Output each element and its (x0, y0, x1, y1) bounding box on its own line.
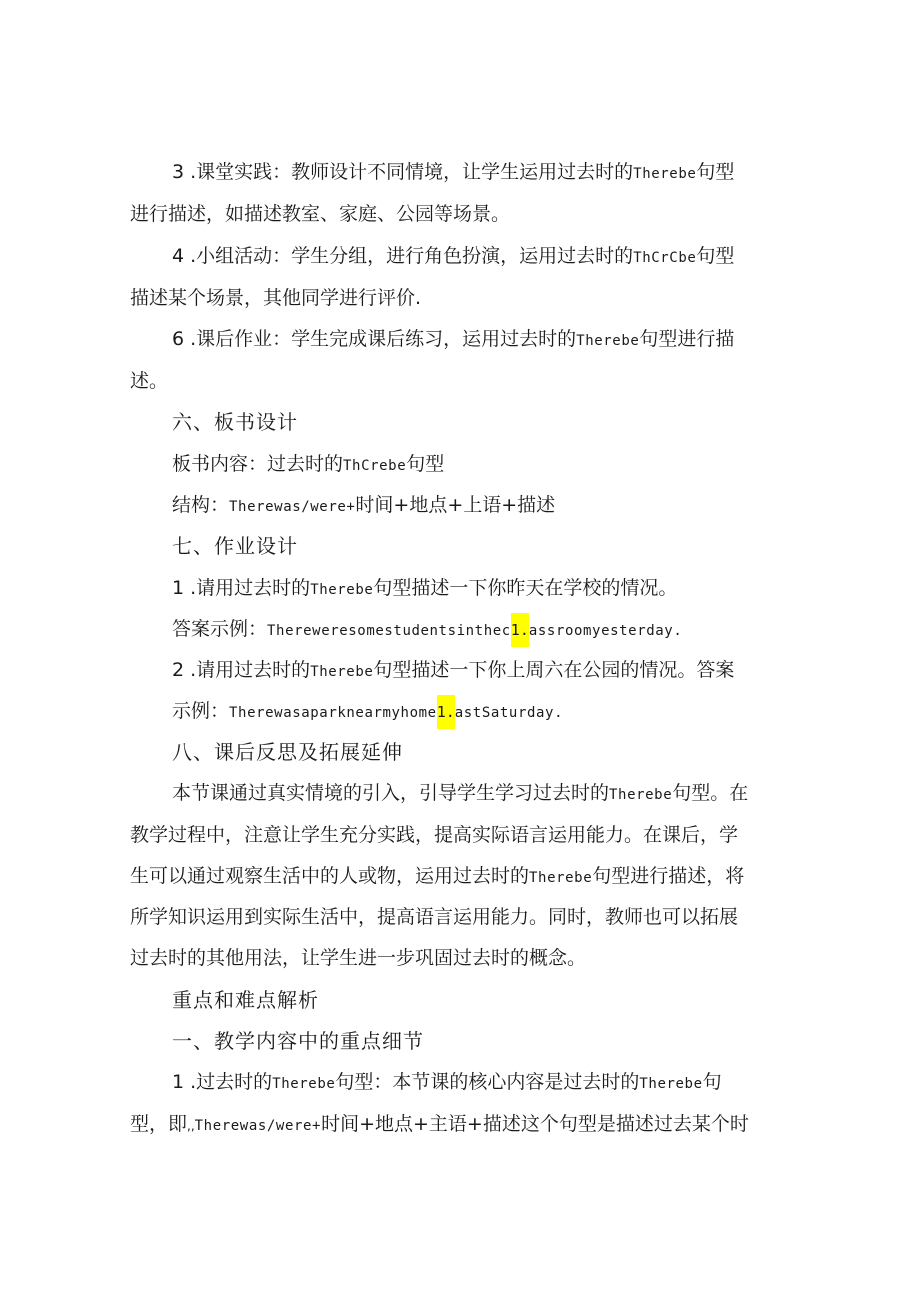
reflection-paragraph-line: 过去时的其他用法，让学生进一步巩固过去时的概念。 (130, 947, 587, 969)
item-number: 1 (172, 577, 185, 599)
section-heading-homework: 七、作业设计 (172, 534, 298, 558)
homework-question-2: 2 .请用过去时的Therebe句型描述一下你上周六在公园的情况。答案 (172, 659, 735, 681)
reflection-paragraph-line: 教学过程中，注意让学生充分实践，提高实际语言运用能力。在课后，学 (130, 824, 739, 846)
activity-item-3-cont: 进行描述，如描述教室、家庭、公园等场景。 (130, 203, 511, 225)
homework-answer-1: 答案示例：Thereweresomestudentsinthec1.assroomyesterday. (172, 616, 832, 644)
item-number: 3 (172, 161, 185, 183)
homework-answer-2: 示例：Therewasaparknearmyhome1.astSaturday. (172, 698, 832, 726)
reflection-paragraph-line: 所学知识运用到实际生活中，提高语言运用能力。同时，教师也可以拓展 (130, 906, 739, 928)
board-content: 板书内容：过去时的ThCrebe句型 (172, 453, 445, 475)
highlight-mark: 1. (437, 695, 455, 729)
item-number: 2 (172, 659, 185, 681)
activity-item-6-cont: 述。 (130, 370, 169, 392)
activity-item-3: 3 .课堂实践：教师设计不同情境，让学生运用过去时的Therebe句型 (172, 161, 735, 183)
section-heading-reflection: 八、课后反思及拓展延伸 (172, 740, 403, 764)
reflection-paragraph-line: 生可以通过观察生活中的人或物，运用过去时的Therebe句型进行描述，将 (130, 865, 745, 887)
key-point-1-cont: 型，即,,Therewas/were+时间+地点+主语+描述这个句型是描述过去某个时 (130, 1113, 749, 1135)
item-number: 1 (172, 1071, 185, 1093)
board-structure: 结构：Therewas/were+时间+地点+上语+描述 (172, 494, 556, 516)
highlight-mark: 1. (511, 613, 529, 647)
reflection-paragraph-line: 本节课通过真实情境的引入，引导学生学习过去时的Therebe句型。在 (172, 782, 749, 804)
section-heading-key-points: 一、教学内容中的重点细节 (172, 1029, 424, 1053)
homework-question-1: 1 .请用过去时的Therebe句型描述一下你昨天在学校的情况。 (172, 577, 678, 599)
section-heading-board-design: 六、板书设计 (172, 410, 298, 434)
item-number: 4 (172, 245, 185, 267)
analysis-title: 重点和难点解析 (172, 988, 319, 1012)
item-number: 6 (172, 328, 185, 350)
key-point-1: 1 .过去时的Therebe句型：本节课的核心内容是过去时的Therebe句 (172, 1071, 722, 1093)
activity-item-4-cont: 描述某个场景，其他同学进行评价. (130, 287, 422, 309)
activity-item-6: 6 .课后作业：学生完成课后练习，运用过去时的Therebe句型进行描 (172, 328, 735, 350)
activity-item-4: 4 .小组活动：学生分组，进行角色扮演，运用过去时的ThCrCbe句型 (172, 245, 735, 267)
